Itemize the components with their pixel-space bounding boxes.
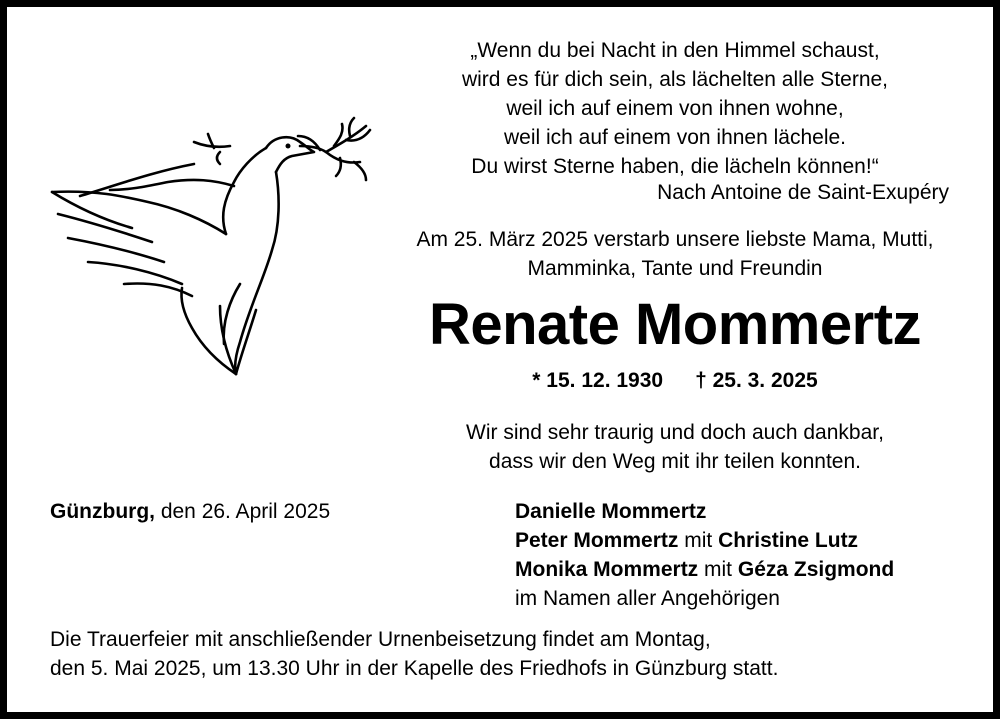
mourner-name: Danielle Mommertz <box>515 500 707 523</box>
death-announcement <box>330 225 1000 283</box>
deceased-name: Renate Mommertz <box>428 292 922 357</box>
mourner-name: Peter Mommertz <box>515 529 679 552</box>
death-date: † 25. 3. 2025 <box>695 369 818 392</box>
connector: mit <box>698 558 738 581</box>
quote-line: „Wenn du bei Nacht in den Himmel schaust, <box>470 39 880 62</box>
mourner-partner: Christine Lutz <box>718 529 859 552</box>
announcement-line: Am 25. März 2025 verstarb unsere liebste Mama, Mutti, <box>416 228 934 251</box>
mourner-partner: Géza Zsigmond <box>737 558 895 581</box>
quote-line: weil ich auf einem von ihnen lächele. <box>503 126 847 149</box>
mourner-line <box>515 497 894 526</box>
quote <box>330 36 1000 181</box>
quote-line: wird es für dich sein, als lächelten alle Sterne, <box>461 68 889 91</box>
mourner-line <box>515 555 894 584</box>
place-date: den 26. April 2025 <box>154 500 331 523</box>
notice-line: den 5. Mai 2025, um 13.30 Uhr in der Kapelle des Friedhofs in Günzburg statt. <box>50 657 779 680</box>
place-and-date <box>50 497 330 526</box>
mourners-list <box>515 497 894 613</box>
funeral-notice <box>50 625 778 683</box>
closing-words <box>330 418 1000 476</box>
mourner-line <box>515 526 894 555</box>
quote-line: weil ich auf einem von ihnen wohne, <box>506 97 844 120</box>
place-city: Günzburg, <box>50 500 155 523</box>
birth-date: * 15. 12. 1930 <box>532 369 664 392</box>
quote-line: Du wirst Sterne haben, die lächeln können!“ <box>471 155 879 178</box>
connector: mit <box>678 529 719 552</box>
mourner-name: Monika Mommertz <box>515 558 699 581</box>
notice-line: Die Trauerfeier mit anschließender Urnenbeisetzung findet am Montag, <box>50 628 711 651</box>
closing-line: Wir sind sehr traurig und doch auch dankbar, <box>466 421 884 444</box>
life-dates <box>330 366 1000 396</box>
dove-with-olive-branch-icon <box>44 116 374 378</box>
mourner-line: im Namen aller Angehörigen <box>515 587 780 610</box>
quote-author: Nach Antoine de Saint-Exupéry <box>657 181 949 204</box>
announcement-line: Mamminka, Tante und Freundin <box>527 257 823 280</box>
closing-line: dass wir den Weg mit ihr teilen konnten. <box>489 450 861 473</box>
